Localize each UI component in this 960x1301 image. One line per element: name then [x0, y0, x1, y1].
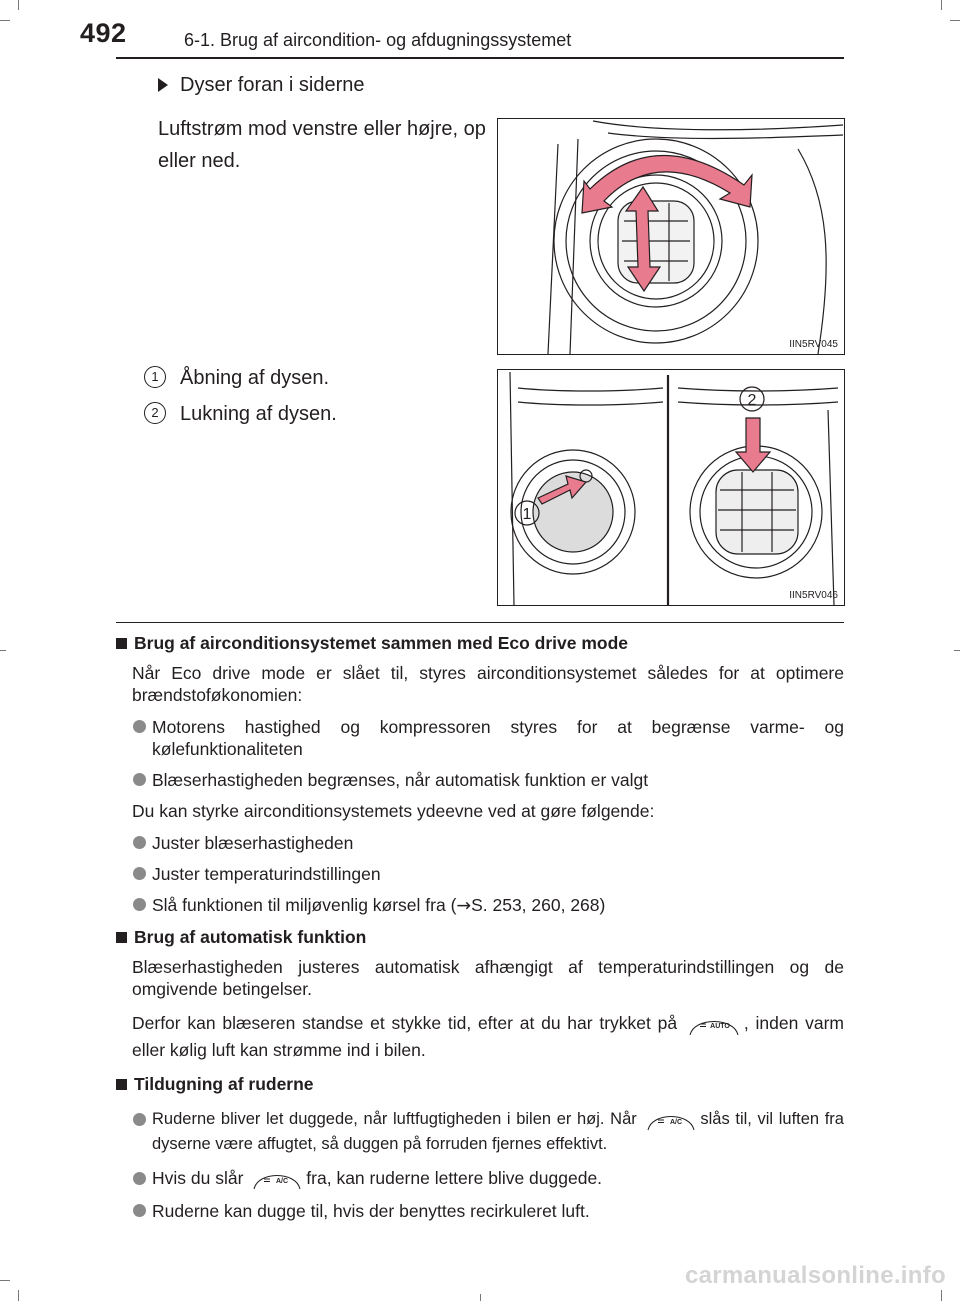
square-bullet-icon [116, 638, 127, 649]
figure-code: IIN5RV046 [789, 590, 838, 601]
vent-open-close-figure [497, 369, 845, 606]
figure-callout-1: 1 [522, 506, 532, 523]
crop-mark [18, 0, 19, 10]
page-ref-arrow: → [456, 896, 472, 916]
auto-button-icon [688, 1011, 740, 1037]
crop-mark [0, 650, 6, 651]
running-header: 6-1. Brug af aircondition- og afdugningssystemet [184, 30, 572, 50]
bullet-icon [133, 773, 146, 786]
list-item: Juster temperaturindstillingen [132, 863, 844, 885]
paragraph: Derfor kan blæseren standse et stykke tid, efter at du har trykket på AUTO , inden varm eller kølig luft kan strømme ind i bilen. [132, 1013, 844, 1061]
ac-button-icon [646, 1108, 696, 1132]
vent-direction-illustration [498, 119, 844, 354]
square-bullet-icon [116, 1079, 127, 1090]
crop-mark [950, 20, 960, 21]
crop-mark [0, 1280, 10, 1281]
figure-code: IIN5RV045 [789, 339, 838, 350]
list-item: Hvis du slår A/C fra, kan ruderne lettere blive duggede. [132, 1165, 844, 1191]
list-item: Ruderne kan dugge til, hvis der benyttes recirkuleret luft. [132, 1200, 844, 1222]
list-item: Slå funktionen til miljøvenlig kørsel fra (→S. 253, 260, 268) [132, 894, 844, 917]
heading-defogging: Tildugning af ruderne [116, 1073, 844, 1095]
watermark: carmanualsonline.info [684, 1262, 946, 1289]
step-badge: 1 [144, 366, 166, 388]
crop-mark [0, 20, 10, 21]
subsection-title: Dyser foran i siderne [158, 74, 365, 97]
vent-description: Luftstrøm mod venstre eller højre, op eller ned. [158, 118, 486, 172]
ac-button-icon [252, 1167, 302, 1191]
paragraph: Når Eco drive mode er slået til, styres airconditionsystemet således for at optimere brændstoføkonomien: [132, 663, 844, 705]
crop-mark [18, 1290, 19, 1301]
vent-direction-figure [497, 118, 845, 355]
bullet-icon [133, 1113, 146, 1126]
bullet-icon [133, 1204, 146, 1217]
bullet-icon [133, 867, 146, 880]
step-close-vent: 2 Lukning af dysen. [144, 402, 337, 426]
heading-eco-drive: Brug af airconditionsystemet sammen med Eco drive mode [116, 632, 844, 654]
bullet-icon [133, 836, 146, 849]
list-item: Ruderne bliver let duggede, når luftfugtigheden i bilen er høj. Når A/C slås til, vil luften fra dyserne være affugtet, så duggen på forruden fjernes effektivt. [132, 1107, 844, 1156]
square-bullet-icon [116, 932, 127, 943]
list-item: Blæserhastigheden begrænses, når automatisk funktion er valgt [132, 769, 844, 791]
content-body [116, 632, 844, 1231]
figure-callout-2: 2 [747, 392, 757, 409]
paragraph: Du kan styrke airconditionsystemets ydeevne ved at gøre følgende: [132, 801, 655, 821]
paragraph: Blæserhastigheden justeres automatisk afhængigt af temperaturindstillingen og de omgivende betingelser. [132, 957, 844, 999]
crop-mark [941, 1290, 942, 1301]
bullet-icon [133, 898, 146, 911]
bullet-icon [133, 720, 146, 733]
crop-mark [480, 1294, 481, 1301]
bullet-icon [133, 1172, 146, 1185]
svg-text:A/C: A/C [276, 1178, 289, 1186]
header-rule [116, 57, 844, 59]
svg-text:AUTO: AUTO [710, 1023, 730, 1031]
step-open-vent: 1 Åbning af dysen. [144, 366, 329, 390]
page-reference: S. 253, 260, 268) [471, 895, 606, 915]
svg-text:A/C: A/C [670, 1119, 683, 1127]
step-badge: 2 [144, 402, 166, 424]
section-divider [116, 622, 844, 623]
list-item: Juster blæserhastigheden [132, 832, 844, 854]
crop-mark [941, 0, 942, 10]
crop-mark [954, 650, 960, 651]
triangle-bullet-icon [158, 78, 168, 92]
page-number: 492 [80, 18, 127, 48]
vent-open-close-illustration [498, 370, 844, 605]
list-item: Motorens hastighed og kompressoren styres for at begrænse varme- og kølefunktionaliteten [132, 716, 844, 760]
heading-auto-mode: Brug af automatisk funktion [116, 926, 844, 948]
